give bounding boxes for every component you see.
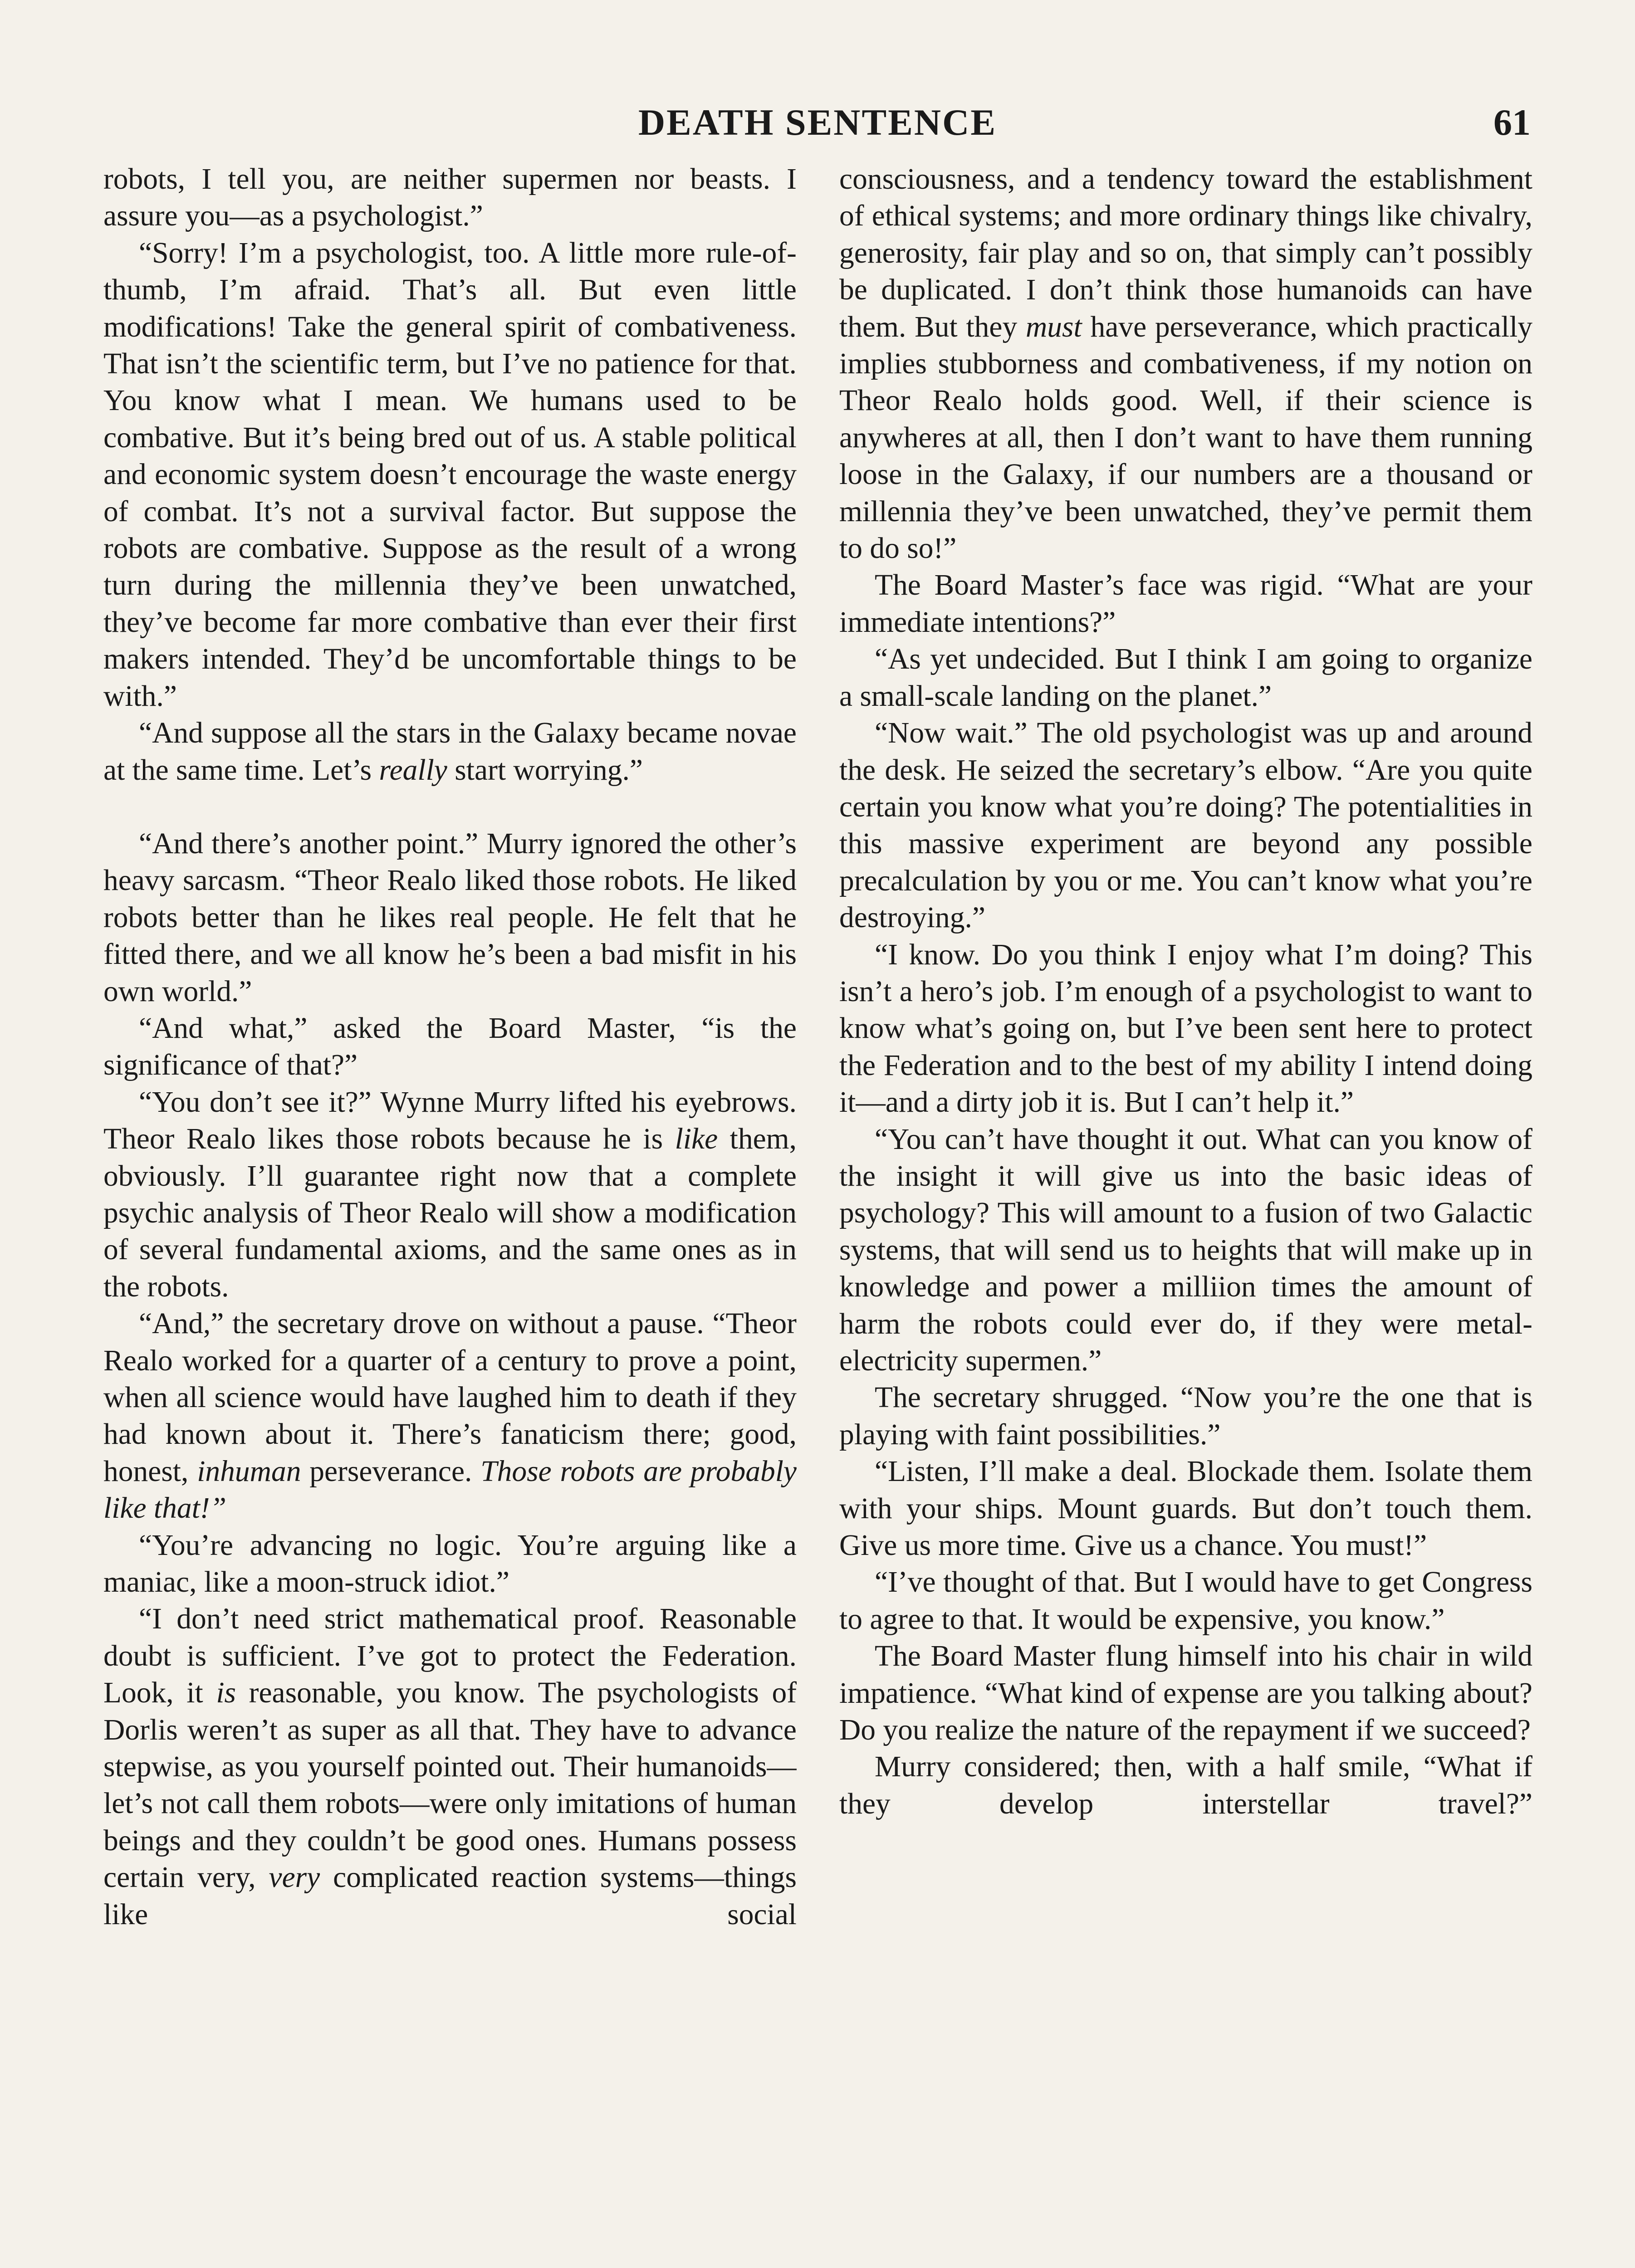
paragraph: robots, I tell you, are neither supermen nor beasts. I assure you—as a psychologist.” <box>103 163 797 233</box>
paragraph: “Now wait.” The old psychologist was up and around the desk. He seized the secretary’s elbow. “Are you quite certain you know what you’re doing? The potentialities in this massive experiment are beyond any possible precalculation by you or me. You can’t know what you’re destroying.” <box>839 717 1532 934</box>
paragraph: “Sorry! I’m a psychologist, too. A little more rule-of-thumb, I’m afraid. That’s all. But even little modifications! Take the general spirit of combativeness. That isn’t the scientific term, but I’ve no patience for that. You know what I mean. We humans used to be combative. But it’s being bred out of us. A stable political and economic system doesn’t encourage the waste energy of combat. It’s not a survival factor. But suppose the robots are combative. Suppose as the result of a wrong turn during the millennia they’ve been unwatched, they’ve become far more combative than ever their first makers intended. They’d be uncomfortable things to be with.” <box>103 236 797 713</box>
running-title: DEATH SENTENCE <box>638 102 997 143</box>
running-header <box>91 98 1544 147</box>
paragraph: “And,” the secretary drove on without a pause. “Theor Realo worked for a quarter of a century to prove a point, when all science would have laughed him to death if they had known about it. There’s fanaticism there; good, honest, inhuman perseverance. Those robots are probably like that!” <box>103 1307 797 1525</box>
paragraph: “I’ve thought of that. But I would have to get Congress to agree to that. It would be expensive, you know.” <box>839 1566 1532 1636</box>
paragraph: “Listen, I’ll make a deal. Blockade them. Isolate them with your ships. Mount guards. But don’t touch them. Give us more time. Give us a chance. You must!” <box>839 1455 1532 1562</box>
right-column <box>839 161 1532 2268</box>
text-columns <box>103 161 1532 2268</box>
paragraph: “And what,” asked the Board Master, “is the significance of that?” <box>103 1012 797 1082</box>
paragraph: The secretary shrugged. “Now you’re the one that is playing with faint possibilities.” <box>839 1381 1532 1451</box>
paragraph: “As yet undecided. But I think I am going to organize a small-scale landing on the planet.” <box>839 643 1532 713</box>
paragraph: consciousness, and a tendency toward the establishment of ethical systems; and more ordinary things like chivalry, generosity, fair play and so on, that simply can’t possibly be duplicated. I don’t think those humanoids can have them. But they must have perseverance, which practically implies stubborness and combativeness, if my notion on Theor Realo holds good. Well, if their science is anywheres at all, then I don’t want to have them running loose in the Galaxy, if our numbers are a thousand or millennia they’ve been unwatched, they’ve permit them to do so!” <box>839 163 1532 565</box>
paragraph: “And there’s another point.” Murry ignored the other’s heavy sarcasm. “Theor Realo liked those robots. He liked robots better than he likes real people. He felt that he fitted there, and we all know he’s been a bad misfit in his own world.” <box>103 827 797 1008</box>
paragraph: “You don’t see it?” Wynne Murry lifted his eyebrows. Theor Realo likes those robots because he is like them, obviously. I’ll guarantee right now that a complete psychic analysis of Theor Realo will show a modification of several fundamental axioms, and the same ones as in the robots. <box>103 1085 797 1303</box>
paragraph: “I know. Do you think I enjoy what I’m doing? This isn’t a hero’s job. I’m enough of a psychologist to want to know what’s going on, but I’ve been sent here to protect the Federation and to the best of my ability I intend doing it—and a dirty job it is. But I can’t help it.” <box>839 938 1532 1119</box>
paragraph: The Board Master flung himself into his chair in wild impatience. “What kind of expense are you talking about? Do you realize the nature of the repayment if we succeed? <box>839 1640 1532 1747</box>
paragraph: “And suppose all the stars in the Galaxy became novae at the same time. Let’s really start worrying.” <box>103 717 797 787</box>
paragraph: Murry considered; then, with a half smile, “What if they develop interstellar travel?” <box>839 1750 1532 1820</box>
paragraph: “You’re advancing no logic. You’re arguing like a maniac, like a moon-struck idiot.” <box>103 1529 797 1599</box>
left-column <box>103 161 797 2268</box>
page-number: 61 <box>1493 102 1531 143</box>
paragraph: “I don’t need strict mathematical proof. Reasonable doubt is sufficient. I’ve got to protect the Federation. Look, it is reasonable, you know. The psychologists of Dorlis weren’t as super as all that. They have to advance stepwise, as you yourself pointed out. Their humanoids—let’s not call them robots—were only imitations of human beings and they couldn’t be good ones. Humans possess certain very, very complicated reaction systems—things like social <box>103 1603 797 1931</box>
paragraph: The Board Master’s face was rigid. “What are your immediate intentions?” <box>839 569 1532 639</box>
paragraph: “You can’t have thought it out. What can you know of the insight it will give us into the basic ideas of psychology? This will amount to a fusion of two Galactic systems, that will send us to heights that will make up in knowledge and power a milliion times the amount of harm the robots could ever do, if they were metal-electricity supermen.” <box>839 1123 1532 1377</box>
